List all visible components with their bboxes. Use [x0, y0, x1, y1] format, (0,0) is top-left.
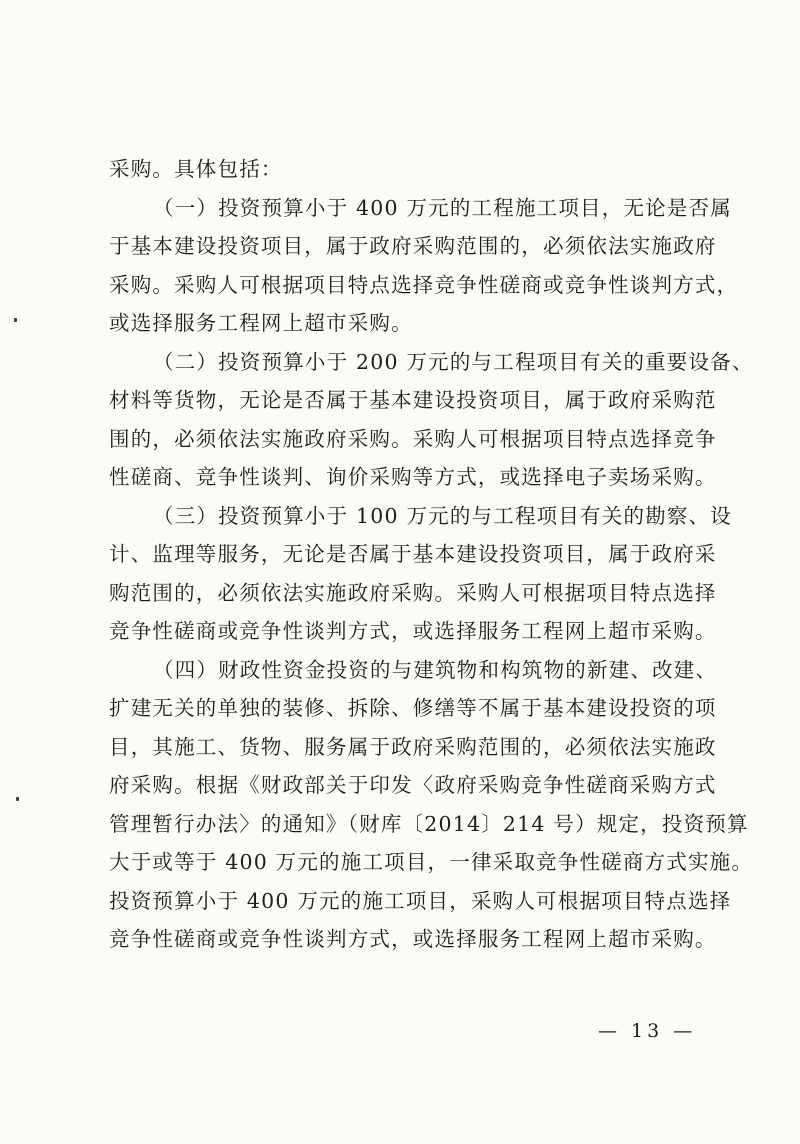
text-line: 或选择服务工程网上超市采购。: [109, 311, 413, 335]
text-line: 计、监理等服务，无论是否属于基本建设投资项目，属于政府采: [109, 542, 717, 566]
margin-dot-bottom: [16, 797, 19, 801]
text-line: 材料等货物，无论是否属于基本建设投资项目，属于政府采购范: [109, 388, 717, 412]
text-line: 围的，必须依法实施政府采购。采购人可根据项目特点选择竞争: [109, 426, 717, 451]
text-line: 竞争性磋商或竞争性谈判方式，或选择服务工程网上超市采购。: [109, 619, 717, 643]
text-line: 大于或等于 400 万元的施工项目，一律采取竞争性磋商方式实施。: [109, 850, 754, 874]
margin-dot-top: [14, 318, 17, 322]
text-line: 购范围的，必须依法实施政府采购。采购人可根据项目特点选择: [109, 580, 717, 605]
text-line: 投资预算小于 400 万元的施工项目，采购人可根据项目特点选择: [109, 888, 732, 913]
document-body: [109, 150, 754, 959]
text-line: 采购。采购人可根据项目特点选择竞争性磋商或竞争性谈判方式，: [109, 272, 739, 297]
page-number: — 13 —: [598, 1020, 697, 1042]
text-line: 性磋商、竞争性谈判、询价采购等方式，或选择电子卖场采购。: [109, 465, 717, 489]
text-line: 管理暂行办法〉的通知》（财库〔2014〕214 号）规定，投资预算: [109, 811, 749, 836]
text-line: 目，其施工、货物、服务属于政府采购范围的，必须依法实施政: [109, 734, 717, 759]
text-line: 于基本建设投资项目，属于政府采购范围的，必须依法实施政府: [109, 234, 717, 258]
text-line: 府采购。根据《财政部关于印发〈政府采购竞争性磋商采购方式: [109, 773, 717, 797]
text-line: 采购。具体包括：: [109, 157, 283, 181]
paragraph-3-start: （三）投资预算小于 100 万元的与工程项目有关的勘察、设: [153, 503, 732, 528]
text-line: 扩建无关的单独的装修、拆除、修缮等不属于基本建设投资的项: [109, 696, 717, 720]
text-line: 竞争性磋商或竞争性谈判方式，或选择服务工程网上超市采购。: [109, 927, 717, 951]
paragraph-1-start: （一）投资预算小于 400 万元的工程施工项目，无论是否属: [153, 195, 732, 220]
paragraph-2-start: （二）投资预算小于 200 万元的与工程项目有关的重要设备、: [153, 349, 754, 374]
paragraph-4-start: （四）财政性资金投资的与建筑物和构筑物的新建、改建、: [153, 657, 718, 682]
